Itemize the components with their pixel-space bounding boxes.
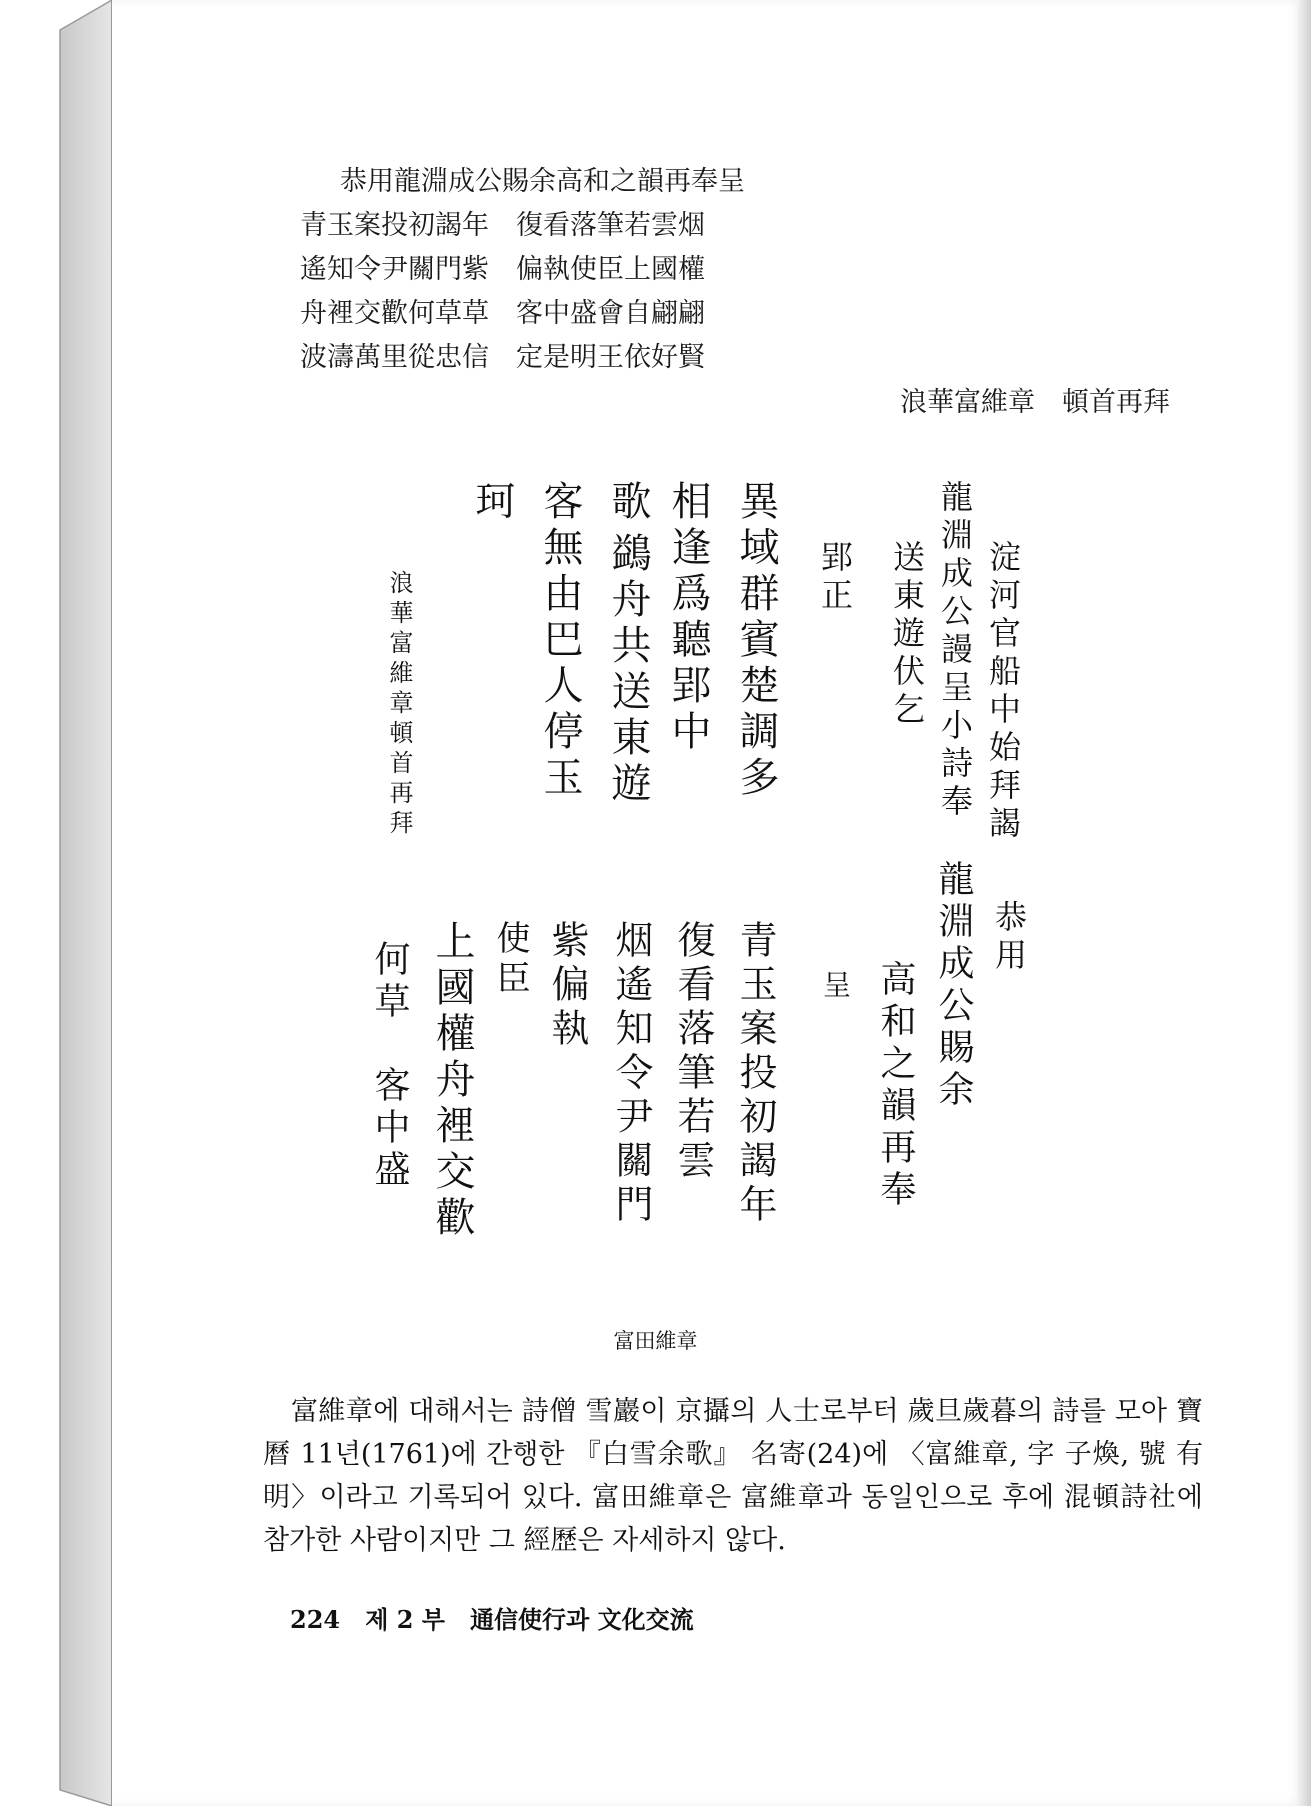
poem-line: 舟裡交歡何草草 客中盛會自翩翩 xyxy=(300,298,705,329)
page-number: 224 xyxy=(290,1605,341,1634)
calligraphy-column: 龍淵成公賜余 xyxy=(933,860,974,1112)
calligraphy-column: 上國權舟裡交歡 xyxy=(429,920,475,1242)
calligraphy-column: 使臣 xyxy=(490,920,530,1000)
calligraphy-column: 烟遙知令尹關門 xyxy=(609,920,653,1228)
poem-signature: 浪華富維章 頓首再拜 xyxy=(900,387,1170,418)
calligraphy-column: 恭用 xyxy=(990,900,1028,976)
calligraphy-column: 青玉案投初謁年 xyxy=(733,920,777,1228)
calligraphy-column: 送東遊伏乞 xyxy=(888,540,926,730)
calligraphy-column: 紫偏執 xyxy=(545,920,589,1052)
calligraphy-column: 異域群賓楚調多 xyxy=(733,480,779,802)
calligraphy-column: 歌 xyxy=(605,480,651,526)
part-label: 제 2 부 xyxy=(365,1605,445,1634)
body-text: 富維章에 대해서는 詩僧 雪巖이 京攝의 人士로부터 歲旦歲暮의 詩를 모아 寶曆 11년(1761)에 간행한 『白雪余歌』 名寄(24)에 〈富維章, 字 子煥, 號 有明〉이라고 기록되어 있다. 富田維章은 富維章과 동일인으로 후에 混頓詩社에 참가한 사람이지만 그 經歷은 자세하지 않다. xyxy=(263,1396,1203,1556)
calligraphy-column: 呈 xyxy=(819,970,852,1004)
calligraphy-column: 淀河官船中始拜謁 xyxy=(984,540,1022,844)
printed-poem xyxy=(300,160,1120,380)
poem-line: 遙知令尹關門紫 偏執使臣上國權 xyxy=(300,254,705,285)
calligraphy-column: 浪華富維章頓首再拜 xyxy=(385,570,413,840)
section-title: 通信使行과 文化交流 xyxy=(470,1605,694,1634)
calligraphy-column: 郢正 xyxy=(816,540,854,616)
poem-line: 青玉案投初謁年 復看落筆若雲烟 xyxy=(300,210,705,241)
calligraphy-column: 何草 客中盛 xyxy=(369,940,410,1192)
calligraphy-column: 復看落筆若雲 xyxy=(671,920,715,1184)
calligraphy-column: 相逢爲聽郢中 xyxy=(665,480,711,756)
page-footer xyxy=(290,1600,694,1635)
calligraphy-column: 龍淵成公謾呈小詩奉 xyxy=(936,480,974,822)
calligraphy-column: 鷁舟共送東遊 xyxy=(605,532,651,808)
figure-caption: 富田維章 xyxy=(613,1329,698,1353)
poem-line: 波濤萬里從忠信 定是明王依好賢 xyxy=(300,342,705,373)
calligraphy-column: 高和之韻再奉 xyxy=(875,960,916,1212)
poem-title: 恭用龍淵成公賜余高和之韻再奉呈 xyxy=(340,166,745,197)
body-paragraph xyxy=(263,1390,1203,1562)
calligraphy-column: 客無由巴人停玉 xyxy=(537,480,583,802)
page-edge xyxy=(1297,0,1311,1806)
calligraphy-column: 珂 xyxy=(469,480,515,526)
calligraphy-image xyxy=(360,460,1060,1280)
